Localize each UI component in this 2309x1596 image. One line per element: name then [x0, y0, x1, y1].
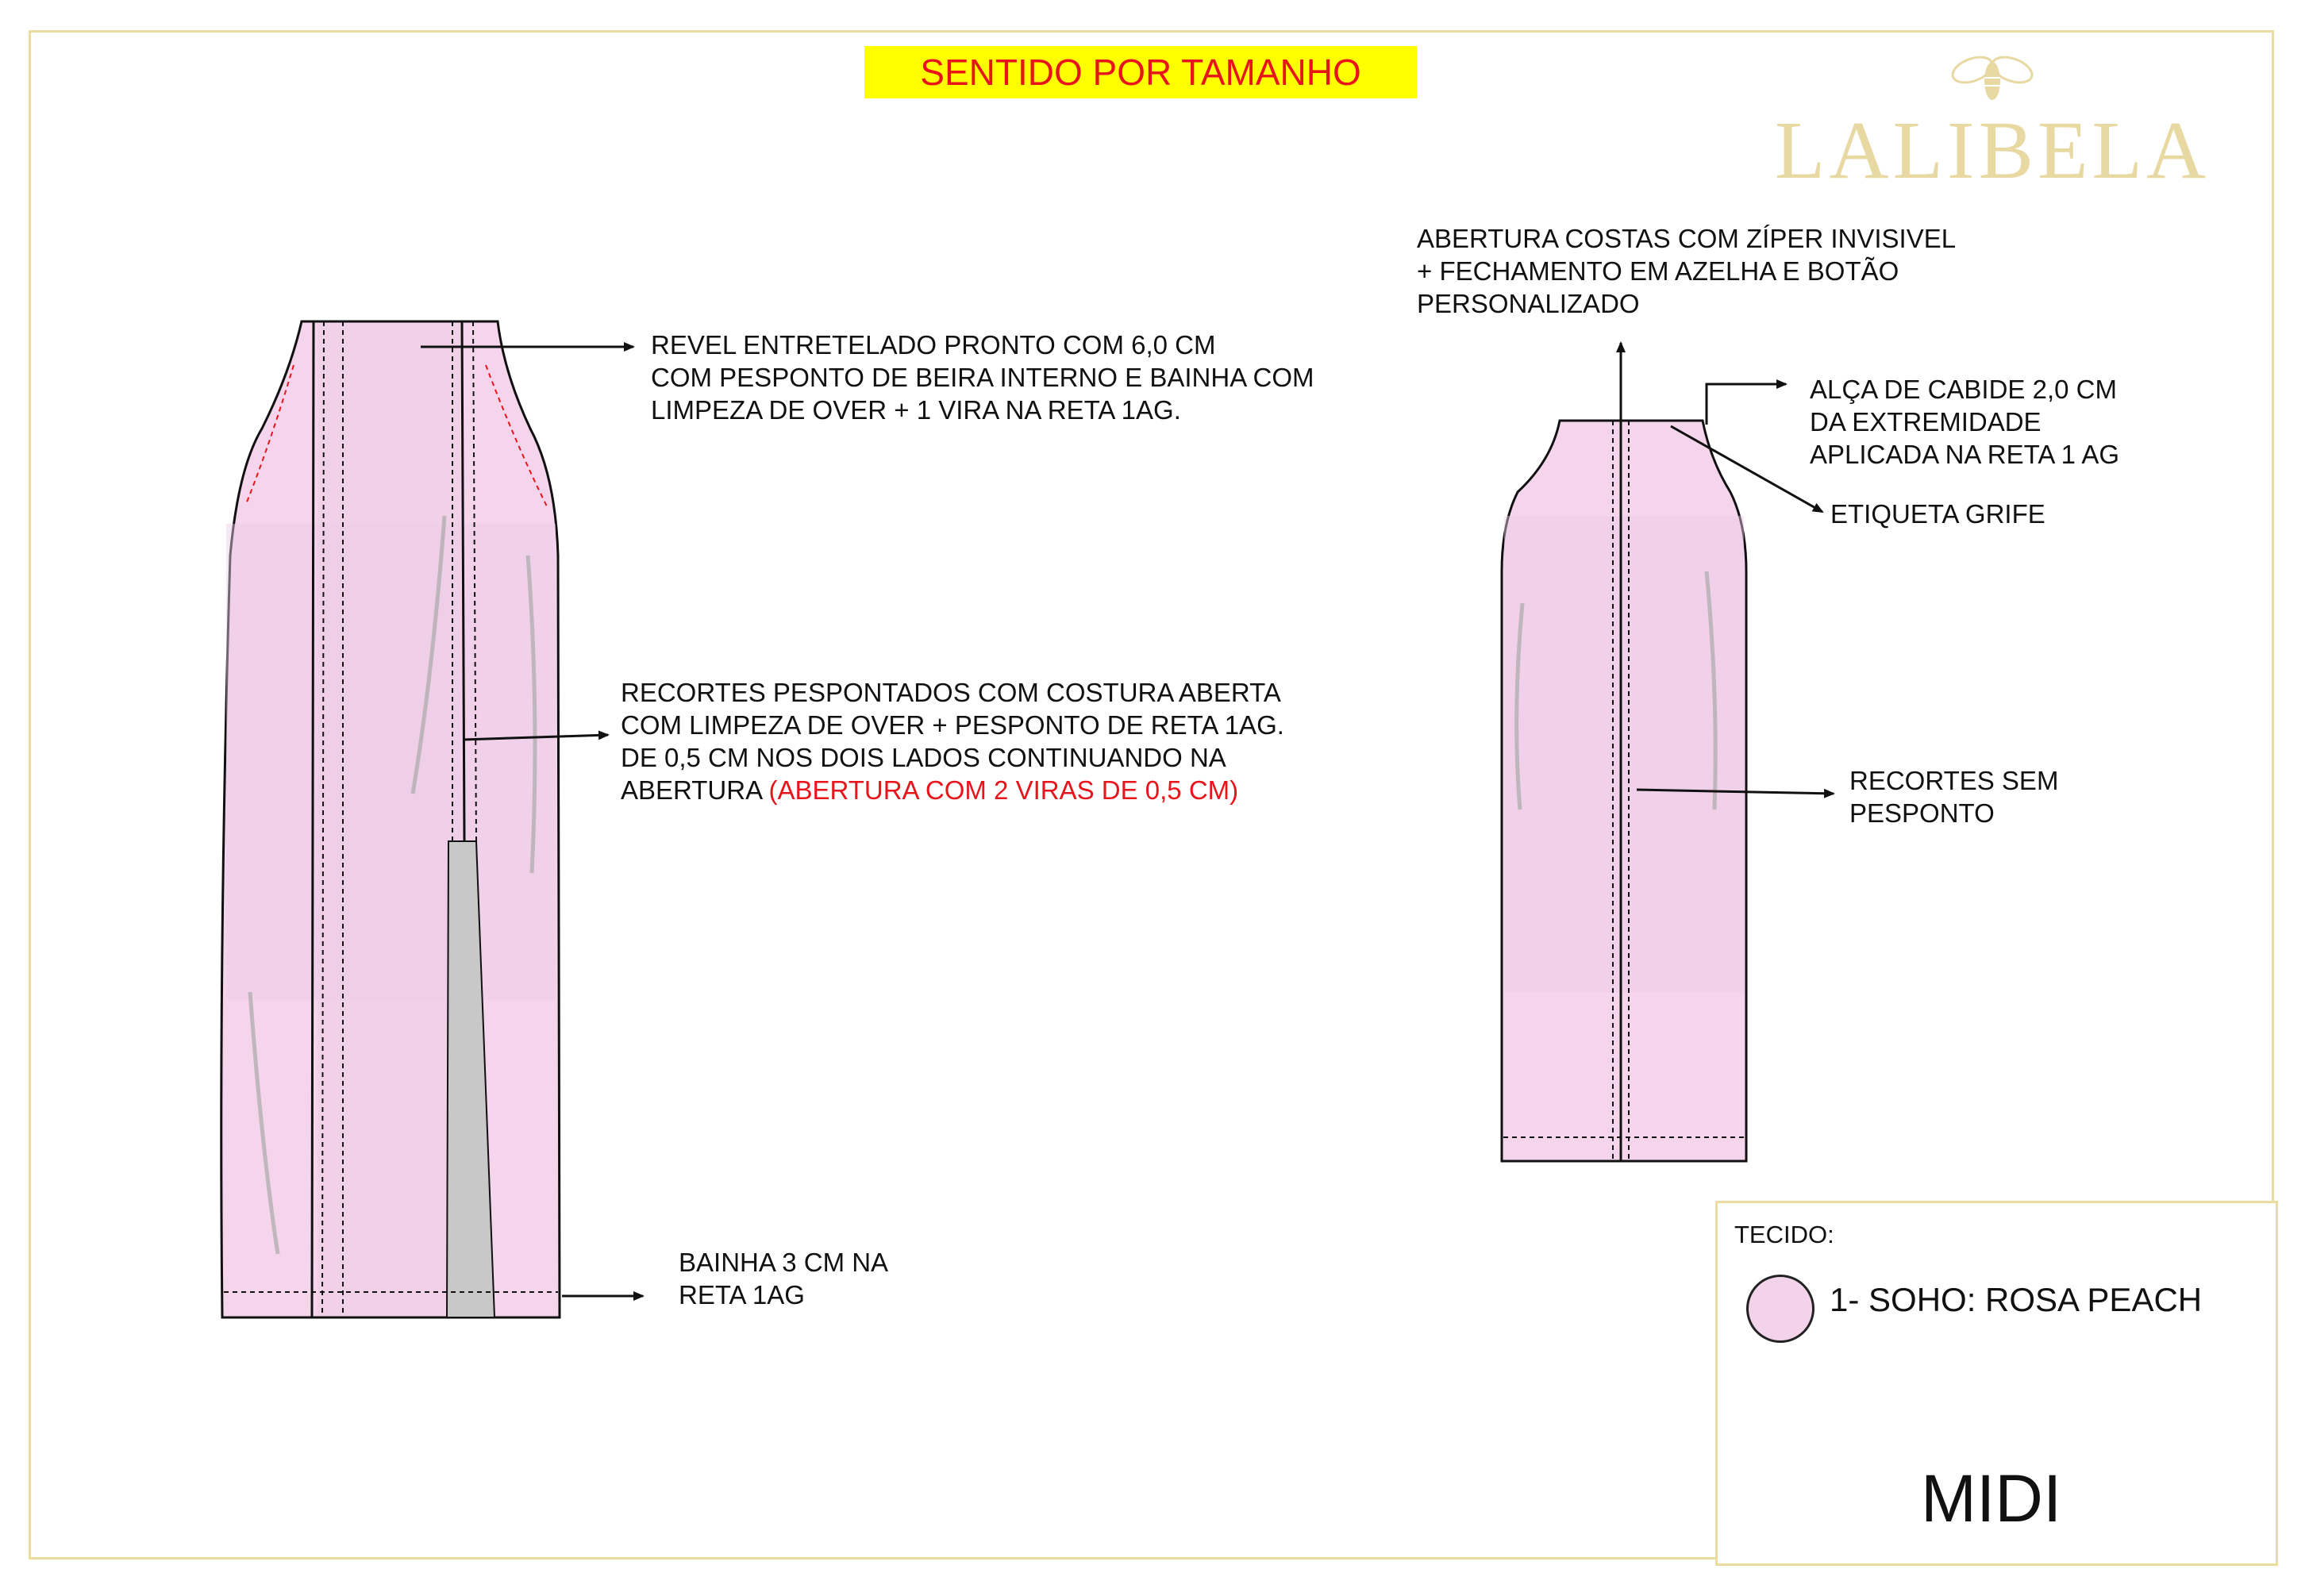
- note-alca-cabide: ALÇA DE CABIDE 2,0 CM DA EXTREMIDADE APLICADA NA RETA 1 AG: [1810, 375, 2120, 469]
- note-abertura-costas: ABERTURA COSTAS COM ZÍPER INVISIVEL + FECHAMENTO EM AZELHA E BOTÃO PERSONALIZADO: [1417, 224, 1957, 318]
- note-recortes-pespontados: [621, 676, 1284, 806]
- page-title: SENTIDO POR TAMANHO: [864, 46, 1417, 98]
- brand-logo: LALIBELA: [1774, 105, 2211, 196]
- size-label: MIDI: [1921, 1461, 2062, 1536]
- note-recortes-text: RECORTES PESPONTADOS COM COSTURA ABERTA COM LIMPEZA DE OVER + PESPONTO DE RETA 1AG. DE 0,5 CM NOS DOIS LADOS CONTINUANDO NA ABERTURA: [621, 678, 1284, 805]
- fabric-swatch: [1746, 1275, 1814, 1343]
- note-bainha: BAINHA 3 CM NA RETA 1AG: [679, 1248, 889, 1309]
- tecido-label: TECIDO:: [1734, 1221, 1834, 1248]
- note-revel: REVEL ENTRETELADO PRONTO COM 6,0 CM COM PESPONTO DE BEIRA INTERNO E BAINHA COM LIMPEZA DE OVER + 1 VIRA NA RETA 1AG.: [651, 330, 1314, 425]
- note-etiqueta-grife: ETIQUETA GRIFE: [1830, 499, 2045, 529]
- fabric-name: 1- SOHO: ROSA PEACH: [1830, 1281, 2203, 1318]
- note-recortes-red: (ABERTURA COM 2 VIRAS DE 0,5 CM): [768, 775, 1239, 805]
- note-recortes-sem-pesponto: RECORTES SEM PESPONTO: [1849, 766, 2059, 828]
- front-skirt: [221, 321, 560, 1317]
